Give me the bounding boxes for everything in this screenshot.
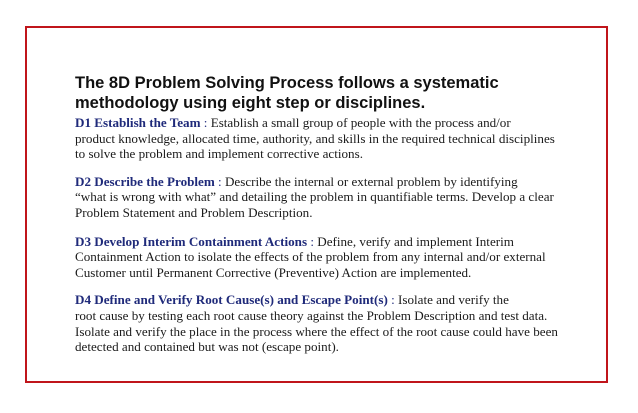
section-d2-text-1: Describe the internal or external problem by identifying: [224, 173, 518, 189]
section-d3-text-1: Define, verify and implement Interim: [317, 233, 514, 249]
section-d4-heading: D4 Define and Verify Root Cause(s) and Escape Point(s): [75, 292, 388, 308]
section-d4-text-1: Isolate and verify the: [398, 292, 509, 308]
section-d2-separator: :: [214, 173, 225, 189]
title-line-1: The 8D Problem Solving Process follows a systematic: [75, 74, 499, 92]
section-d2-heading: D2 Describe the Problem: [75, 173, 215, 189]
section-d4: [75, 292, 575, 354]
section-d3-line-1: [75, 234, 575, 250]
section-d4-separator: :: [387, 292, 398, 308]
section-d4-text-2: root cause by testing each root cause theory against the Problem Description and test data.: [75, 307, 548, 323]
section-d1-heading: D1 Establish the Team: [75, 115, 201, 130]
section-d1-line-1: [75, 115, 575, 131]
section-d3-heading: D3 Develop Interim Containment Actions: [75, 233, 308, 249]
section-d4-line-1: [75, 292, 575, 308]
section-d3: [75, 234, 575, 281]
slide-content: [75, 73, 575, 355]
section-d1-text-1: Establish a small group of people with the process and/or: [210, 115, 511, 130]
section-d1: [75, 115, 575, 162]
page-title: [75, 73, 575, 113]
section-d2-text-2: “what is wrong with what” and detailing the problem in quantifiable terms. Develop a clear: [75, 189, 554, 205]
title-line-2: methodology using eight step or disciplines.: [75, 94, 426, 112]
section-d2-line-1: [75, 174, 575, 190]
section-d3-separator: :: [307, 233, 318, 249]
section-d3-text-2: Containment Action to isolate the effects of the problem from any internal and/or external: [75, 249, 546, 265]
section-d4-text-4: detected and contained but was not (escape point).: [75, 339, 339, 355]
section-d2: [75, 174, 575, 221]
section-d2-text-3: Problem Statement and Problem Description.: [75, 204, 313, 220]
section-d4-text-3: Isolate and verify the place in the process where the effect of the root cause could have been: [75, 323, 558, 339]
section-d1-text-2: product knowledge, allocated time, authority, and skills in the required technical disciplines: [75, 130, 555, 146]
section-d1-separator: :: [200, 115, 211, 130]
section-d1-text-3: to solve the problem and implement corrective actions.: [75, 146, 363, 162]
section-d3-text-3: Customer until Permanent Corrective (Preventive) Action are implemented.: [75, 264, 472, 280]
